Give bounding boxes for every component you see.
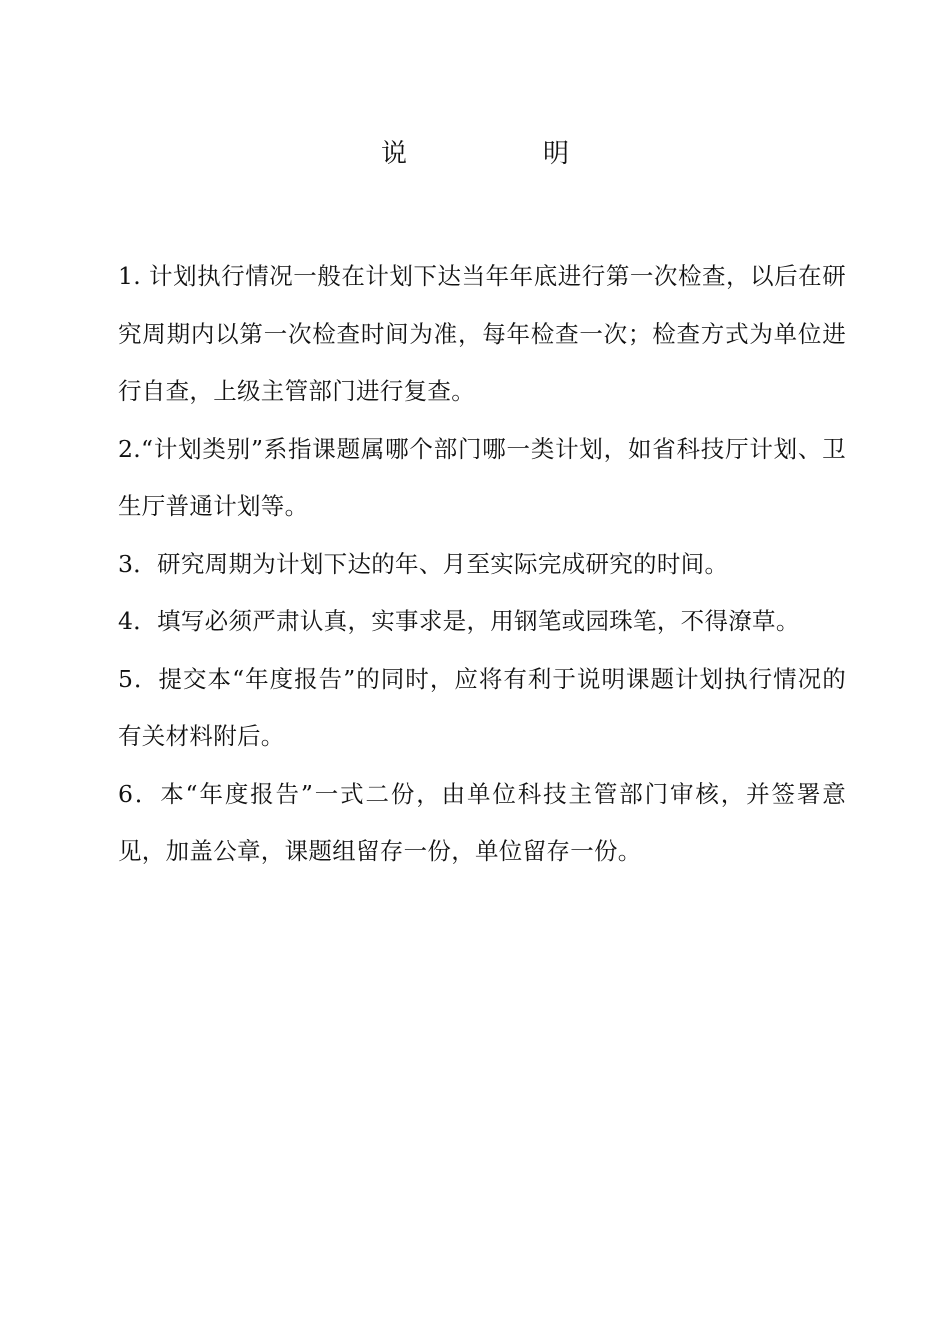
instruction-item-4: 4．填写必须严肃认真，实事求是，用钢笔或园珠笔，不得潦草。 [118,607,800,635]
instruction-item-1: 1. 计划执行情况一般在计划下达当年年底进行第一次检查，以后在研究周期内以第一次检查时间为准，每年检查一次；检查方式为单位进行自查，上级主管部门进行复查。 [118,262,846,405]
instruction-item-2: 2.“计划类别”系指课题属哪个部门哪一类计划，如省科技厅计划、卫生厅普通计划等。 [118,434,846,520]
instruction-item-3: 3．研究周期为计划下达的年、月至实际完成研究的时间。 [118,549,729,578]
title-char-2: 明 [543,139,570,169]
instruction-item-6: 6．本“年度报告”一式二份，由单位科技主管部门审核，并签署意见，加盖公章，课题组留存一份，单位留存一份。 [118,779,846,865]
instruction-item-5: 5．提交本“年度报告”的同时，应将有利于说明课题计划执行情况的有关材料附后。 [118,664,846,750]
title-char-1: 说 [381,139,408,169]
page-title [0,136,950,172]
instruction-list [118,248,846,881]
